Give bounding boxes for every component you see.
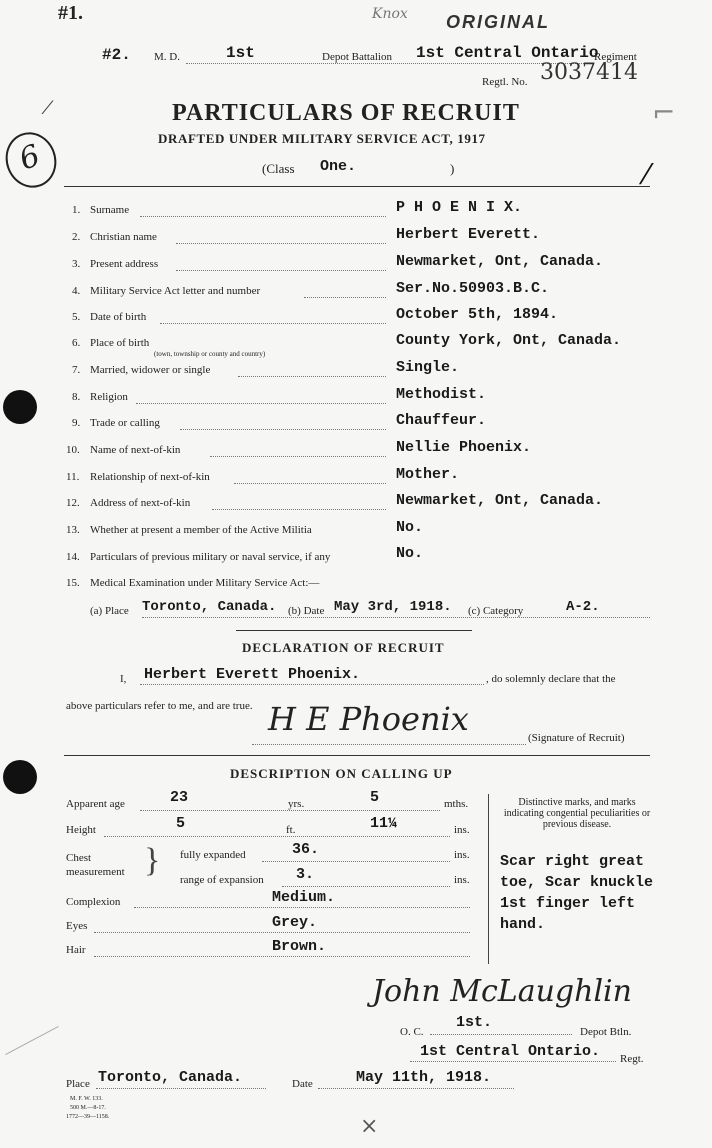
- footer-date-label: Date: [292, 1078, 313, 1090]
- circled-number: [0, 125, 64, 195]
- height-label: Height: [66, 824, 96, 836]
- eyes-label: Eyes: [66, 920, 88, 932]
- regt-dots: [410, 1061, 616, 1062]
- field-10-value: Nellie Phoenix.: [396, 439, 532, 456]
- punch-hole-bottom: [3, 760, 37, 794]
- printer-line-1: M. F. W. 133.: [70, 1096, 103, 1102]
- field-4-value: Ser.No.50903.B.C.: [396, 280, 550, 297]
- field-12-value: Newmarket, Ont, Canada.: [396, 492, 604, 509]
- field-10-label: Name of next-of-kin: [90, 444, 181, 456]
- range-expansion-label: range of expansion: [180, 874, 264, 886]
- field-14-value: No.: [396, 545, 424, 562]
- field-11-label: Relationship of next-of-kin: [90, 471, 210, 483]
- field-11-dots: [234, 483, 386, 484]
- pencil-slash: ⁄: [644, 158, 649, 191]
- medical-place-label: (a) Place: [90, 605, 129, 617]
- oc-depot-value: 1st.: [456, 1014, 493, 1031]
- fully-expanded-label: fully expanded: [180, 849, 246, 861]
- oc-dots: [430, 1034, 572, 1035]
- pencil-note-top: Knox: [372, 6, 408, 22]
- field-5-dots: [160, 323, 386, 324]
- field-14-label: Particulars of previous military or naval service, if any: [90, 551, 331, 563]
- field-8-value: Methodist.: [396, 386, 487, 403]
- fully-dots: [262, 861, 450, 862]
- field-6-num: 6.: [72, 337, 81, 349]
- field-3-value: Newmarket, Ont, Canada.: [396, 253, 604, 270]
- yrs-label: yrs.: [288, 798, 305, 810]
- marks-divider: [488, 794, 489, 964]
- medical-category-label: (c) Category: [468, 605, 524, 617]
- field-10-num: 10.: [66, 444, 80, 456]
- class-label: (Class: [262, 161, 295, 176]
- oc-label: O. C.: [400, 1026, 424, 1038]
- field-1-label: Surname: [90, 204, 130, 216]
- eyes-dots: [94, 932, 470, 933]
- field-8-num: 8.: [72, 391, 81, 403]
- field-8-label: Religion: [90, 391, 128, 403]
- class-close: ): [450, 161, 455, 176]
- margin-pencil-line: [5, 1026, 58, 1055]
- medical-place-value: Toronto, Canada.: [142, 599, 277, 615]
- marks-line-2: toe, Scar knuckle: [500, 874, 654, 891]
- footer-date-value: May 11th, 1918.: [356, 1069, 492, 1086]
- range-dots: [282, 886, 450, 887]
- title-rule: [64, 186, 650, 187]
- class-value: One.: [320, 158, 357, 175]
- declaration-i: I,: [120, 673, 127, 685]
- printer-line-3: 1772—39—1158.: [66, 1114, 110, 1120]
- field-9-value: Chauffeur.: [396, 412, 487, 429]
- corner-number: #1.: [58, 2, 83, 24]
- age-label: Apparent age: [66, 798, 125, 810]
- field-2-num: 2.: [72, 231, 81, 243]
- marks-line-4: hand.: [500, 916, 546, 933]
- field-11-num: 11.: [66, 471, 80, 483]
- declaration-dots: [140, 684, 484, 685]
- field-12-label: Address of next-of-kin: [90, 497, 191, 509]
- chest-label-1: Chest: [66, 852, 92, 864]
- field-10-dots: [210, 456, 386, 457]
- field-1-value: P H O E N I X.: [396, 199, 523, 216]
- height-ft: 5: [176, 815, 186, 832]
- footer-place-value: Toronto, Canada.: [98, 1069, 243, 1086]
- place-of-birth-note: (town, township or county and country): [154, 350, 266, 358]
- medical-category-value: A-2.: [566, 599, 600, 615]
- regtl-value: 3037414: [540, 60, 638, 85]
- medical-dots: [142, 617, 650, 618]
- signature-label: (Signature of Recruit): [528, 732, 625, 744]
- depot-value: 1st: [226, 44, 255, 62]
- field-13-label: Whether at present a member of the Active Militia: [90, 524, 312, 536]
- margin-pencil-mark: ⁄: [46, 98, 50, 119]
- field-9-dots: [180, 429, 386, 430]
- field-7-dots: [238, 376, 386, 377]
- declaration-text-1: , do solemnly declare that the: [486, 673, 616, 685]
- circled-number-text: 6: [14, 138, 45, 178]
- punch-hole-top: [3, 390, 37, 424]
- form-title: PARTICULARS OF RECRUIT: [172, 100, 520, 126]
- field-3-num: 3.: [72, 258, 81, 270]
- height-in: 11¼: [370, 815, 398, 832]
- margin-pencil-right: ⌐: [652, 96, 676, 129]
- field-9-label: Trade or calling: [90, 417, 160, 429]
- regt-value: 1st Central Ontario.: [420, 1043, 601, 1060]
- depot-label: Depot Battalion: [322, 51, 392, 63]
- field-15-num: 15.: [66, 577, 80, 589]
- field-12-num: 12.: [66, 497, 80, 509]
- ins-label-fully: ins.: [454, 849, 470, 861]
- field-11-value: Mother.: [396, 466, 460, 483]
- ins-label-height: ins.: [454, 824, 470, 836]
- marks-line-1: Scar right great: [500, 853, 645, 870]
- field-2-label: Christian name: [90, 231, 157, 243]
- mths-label: mths.: [444, 798, 469, 810]
- field-6-value: County York, Ont, Canada.: [396, 332, 622, 349]
- field-1-num: 1.: [72, 204, 81, 216]
- medical-date-value: May 3rd, 1918.: [334, 599, 452, 615]
- hair-value: Brown.: [272, 938, 327, 955]
- field-12-dots: [212, 509, 386, 510]
- md-number: #2.: [102, 46, 131, 64]
- ft-label: ft.: [286, 824, 296, 836]
- field-15-label: Medical Examination under Military Service Act:—: [90, 577, 320, 589]
- field-5-num: 5.: [72, 311, 81, 323]
- field-2-dots: [176, 243, 386, 244]
- hair-dots: [94, 956, 470, 957]
- eyes-value: Grey.: [272, 914, 318, 931]
- depot-btn-label: Depot Btln.: [580, 1026, 632, 1038]
- field-7-value: Single.: [396, 359, 460, 376]
- field-4-dots: [304, 297, 386, 298]
- field-6-label: Place of birth: [90, 337, 150, 349]
- form-subtitle: DRAFTED UNDER MILITARY SERVICE ACT, 1917: [158, 131, 486, 146]
- footer-place-dots: [96, 1088, 266, 1089]
- declaration-rule: [236, 630, 472, 631]
- age-months: 5: [370, 789, 380, 806]
- original-stamp: ORIGINAL: [446, 12, 550, 32]
- fully-expanded-value: 36.: [292, 841, 320, 858]
- chest-brace: }: [144, 842, 161, 879]
- pencil-x-mark: ×: [360, 1114, 379, 1139]
- field-4-label: Military Service Act letter and number: [90, 285, 261, 297]
- regiment-label: Regiment: [594, 51, 637, 63]
- recruit-name: Herbert Everett Phoenix.: [144, 666, 361, 683]
- header-dotline: [186, 63, 586, 64]
- field-5-label: Date of birth: [90, 311, 147, 323]
- field-13-value: No.: [396, 519, 424, 536]
- field-5-value: October 5th, 1894.: [396, 306, 559, 323]
- field-8-dots: [136, 403, 386, 404]
- complexion-dots: [134, 907, 470, 908]
- oc-signature: John McLaughlin: [372, 974, 632, 1009]
- printer-line-2: 500 M.—8-17.: [70, 1105, 106, 1111]
- field-1-dots: [140, 216, 386, 217]
- description-title: DESCRIPTION ON CALLING UP: [230, 766, 453, 781]
- field-7-label: Married, widower or single: [90, 364, 211, 376]
- md-label: M. D.: [154, 51, 180, 63]
- complexion-label: Complexion: [66, 896, 121, 908]
- regiment-value: 1st Central Ontario: [416, 44, 599, 62]
- medical-date-label: (b) Date: [288, 605, 325, 617]
- field-2-value: Herbert Everett.: [396, 226, 541, 243]
- regt-label: Regt.: [620, 1053, 644, 1065]
- ins-label-range: ins.: [454, 874, 470, 886]
- regtl-label: Regtl. No.: [482, 76, 528, 88]
- hair-label: Hair: [66, 944, 86, 956]
- field-13-num: 13.: [66, 524, 80, 536]
- field-7-num: 7.: [72, 364, 81, 376]
- footer-place-label: Place: [66, 1078, 90, 1090]
- footer-date-dots: [318, 1088, 514, 1089]
- age-dots: [140, 810, 440, 811]
- field-14-num: 14.: [66, 551, 80, 563]
- marks-note: Distinctive marks, and marks indicating congential peculiarities or previous disease.: [503, 797, 651, 830]
- description-rule: [64, 755, 650, 756]
- declaration-text-2: above particulars refer to me, and are true.: [66, 700, 253, 712]
- range-expansion-value: 3.: [296, 866, 315, 883]
- declaration-title: DECLARATION OF RECRUIT: [242, 640, 445, 655]
- signature-dots: [252, 744, 526, 745]
- field-3-dots: [176, 270, 386, 271]
- field-4-num: 4.: [72, 285, 81, 297]
- field-9-num: 9.: [72, 417, 81, 429]
- height-dots: [104, 836, 450, 837]
- age-years: 23: [170, 789, 189, 806]
- recruit-signature: H E Phoenix: [268, 700, 469, 738]
- complexion-value: Medium.: [272, 889, 336, 906]
- chest-label-2: measurement: [66, 866, 125, 878]
- marks-line-3: 1st finger left: [500, 895, 636, 912]
- field-3-label: Present address: [90, 258, 159, 270]
